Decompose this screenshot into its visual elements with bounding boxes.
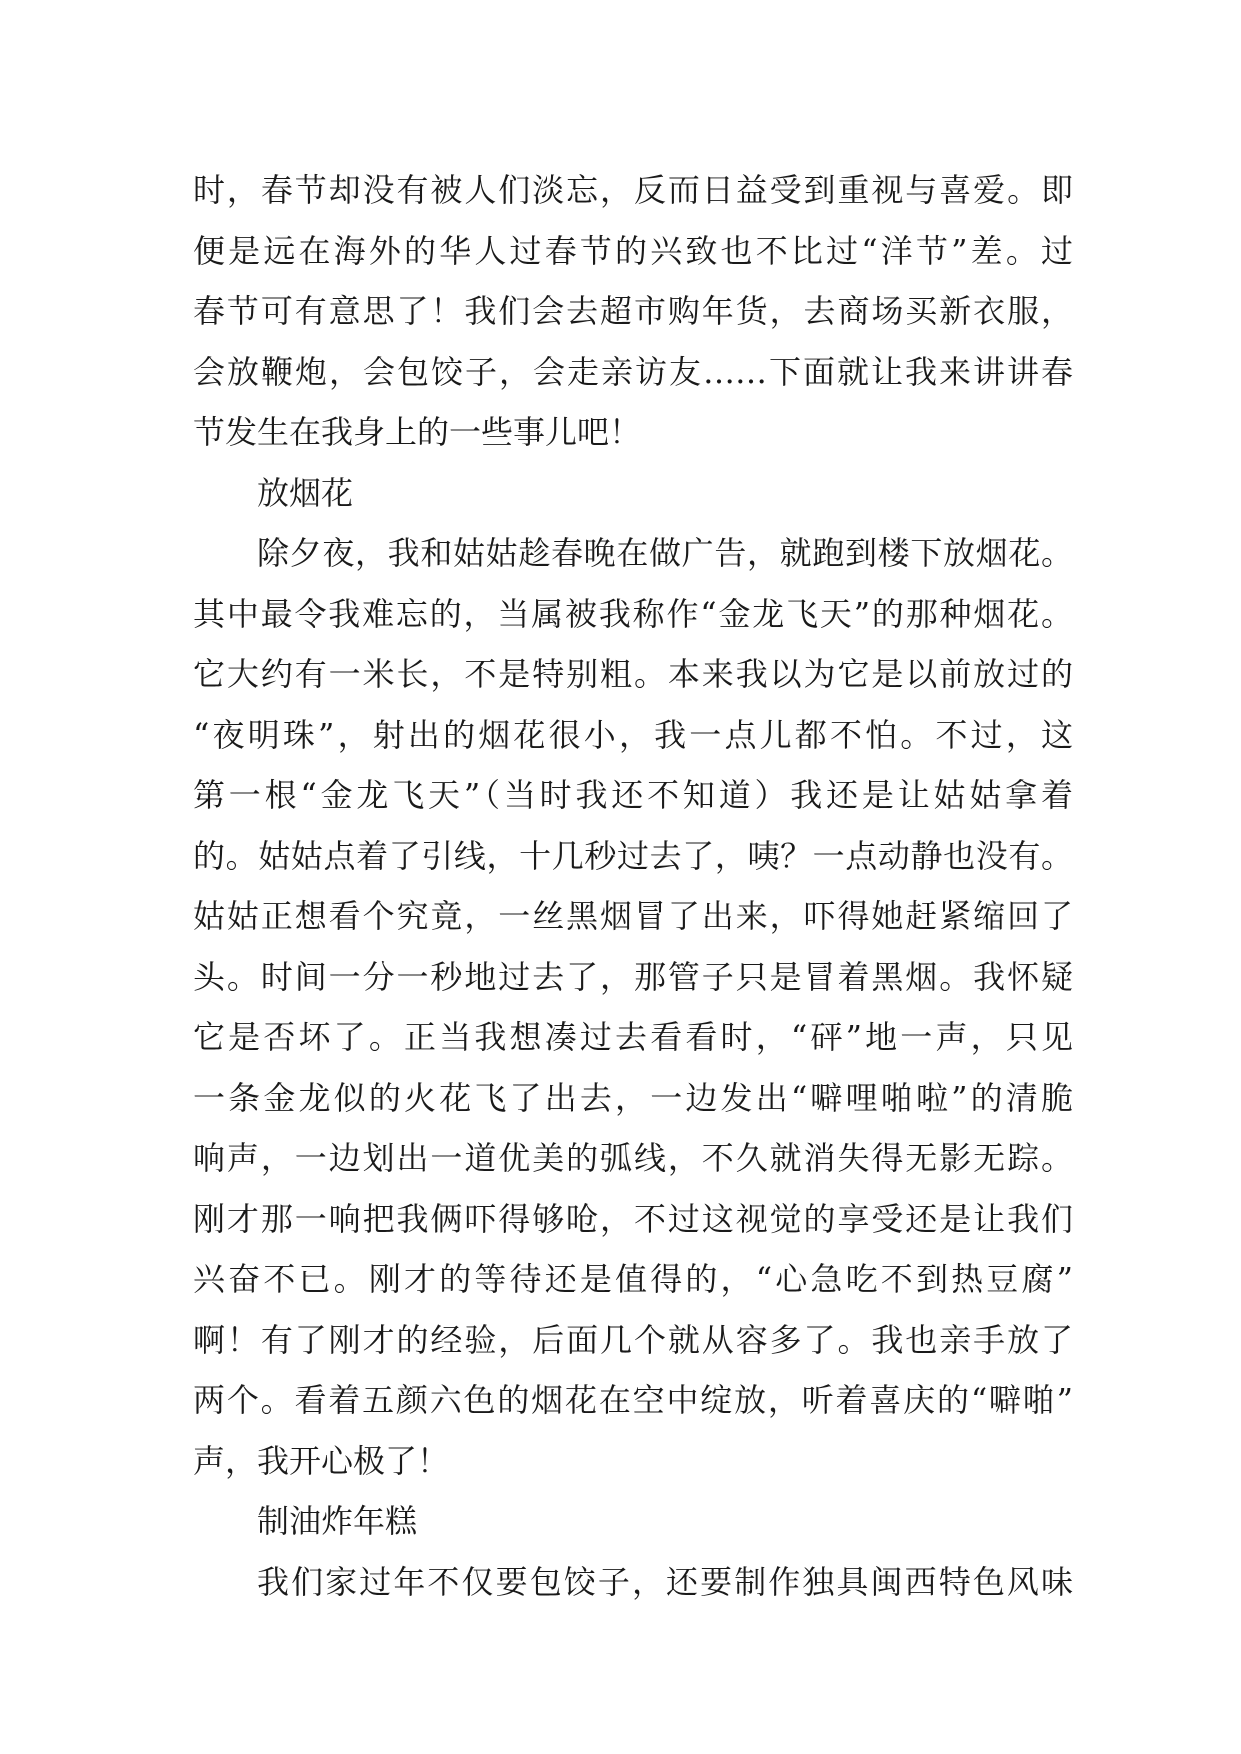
text-line: 它是否坏了。正当我想凑过去看看时，“砰”地一声，只见	[193, 1018, 1073, 1056]
text-line: 的。姑姑点着了引线，十几秒过去了，咦？一点动静也没有。	[193, 836, 1073, 875]
text-line: 声，我开心极了！	[193, 1441, 450, 1480]
text-line: 刚才那一响把我俩吓得够呛，不过这视觉的享受还是让我们	[193, 1199, 1073, 1238]
text-line: 春节可有意思了！我们会去超市购年货，去商场买新衣服，	[193, 292, 1073, 330]
text-line: 响声，一边划出一道优美的弧线，不久就消失得无影无踪。	[193, 1139, 1073, 1177]
text-line: 其中最令我难忘的，当属被我称作“金龙飞天”的那种烟花。	[193, 594, 1073, 633]
paragraph-first-line: 我们家过年不仅要包饺子，还要制作独具闽西特色风味	[257, 1562, 1073, 1601]
text-line: “夜明珠”，射出的烟花很小，我一点儿都不怕。不过，这	[193, 715, 1073, 754]
text-line: 它大约有一米长，不是特别粗。本来我以为它是以前放过的	[193, 655, 1073, 693]
paragraph-first-line: 除夕夜，我和姑姑趁春晚在做广告，就跑到楼下放烟花。	[257, 534, 1073, 572]
text-line: 时，春节却没有被人们淡忘，反而日益受到重视与喜爱。即	[193, 171, 1073, 209]
document-body	[193, 160, 1073, 1612]
text-line: 第一根“金龙飞天”（当时我还不知道）我还是让姑姑拿着	[193, 776, 1073, 814]
text-line: 便是远在海外的华人过春节的兴致也不比过“洋节”差。过	[193, 231, 1073, 270]
text-line: 会放鞭炮，会包饺子，会走亲访友……下面就让我来讲讲春	[193, 352, 1073, 391]
text-line: 两个。看着五颜六色的烟花在空中绽放，听着喜庆的“噼啪”	[193, 1381, 1073, 1419]
text-line: 头。时间一分一秒地过去了，那管子只是冒着黑烟。我怀疑	[193, 957, 1073, 996]
section-heading-rice-cake: 制油炸年糕	[257, 1502, 418, 1540]
text-line: 啊！有了刚才的经验，后面几个就从容多了。我也亲手放了	[193, 1320, 1073, 1359]
section-heading-fireworks: 放烟花	[257, 473, 354, 512]
text-line: 节发生在我身上的一些事儿吧！	[193, 413, 642, 451]
text-line: 姑姑正想看个究竟，一丝黑烟冒了出来，吓得她赶紧缩回了	[193, 897, 1073, 935]
text-line: 一条金龙似的火花飞了出去，一边发出“噼哩啪啦”的清脆	[193, 1078, 1073, 1117]
text-line: 兴奋不已。刚才的等待还是值得的，“心急吃不到热豆腐”	[193, 1260, 1073, 1298]
